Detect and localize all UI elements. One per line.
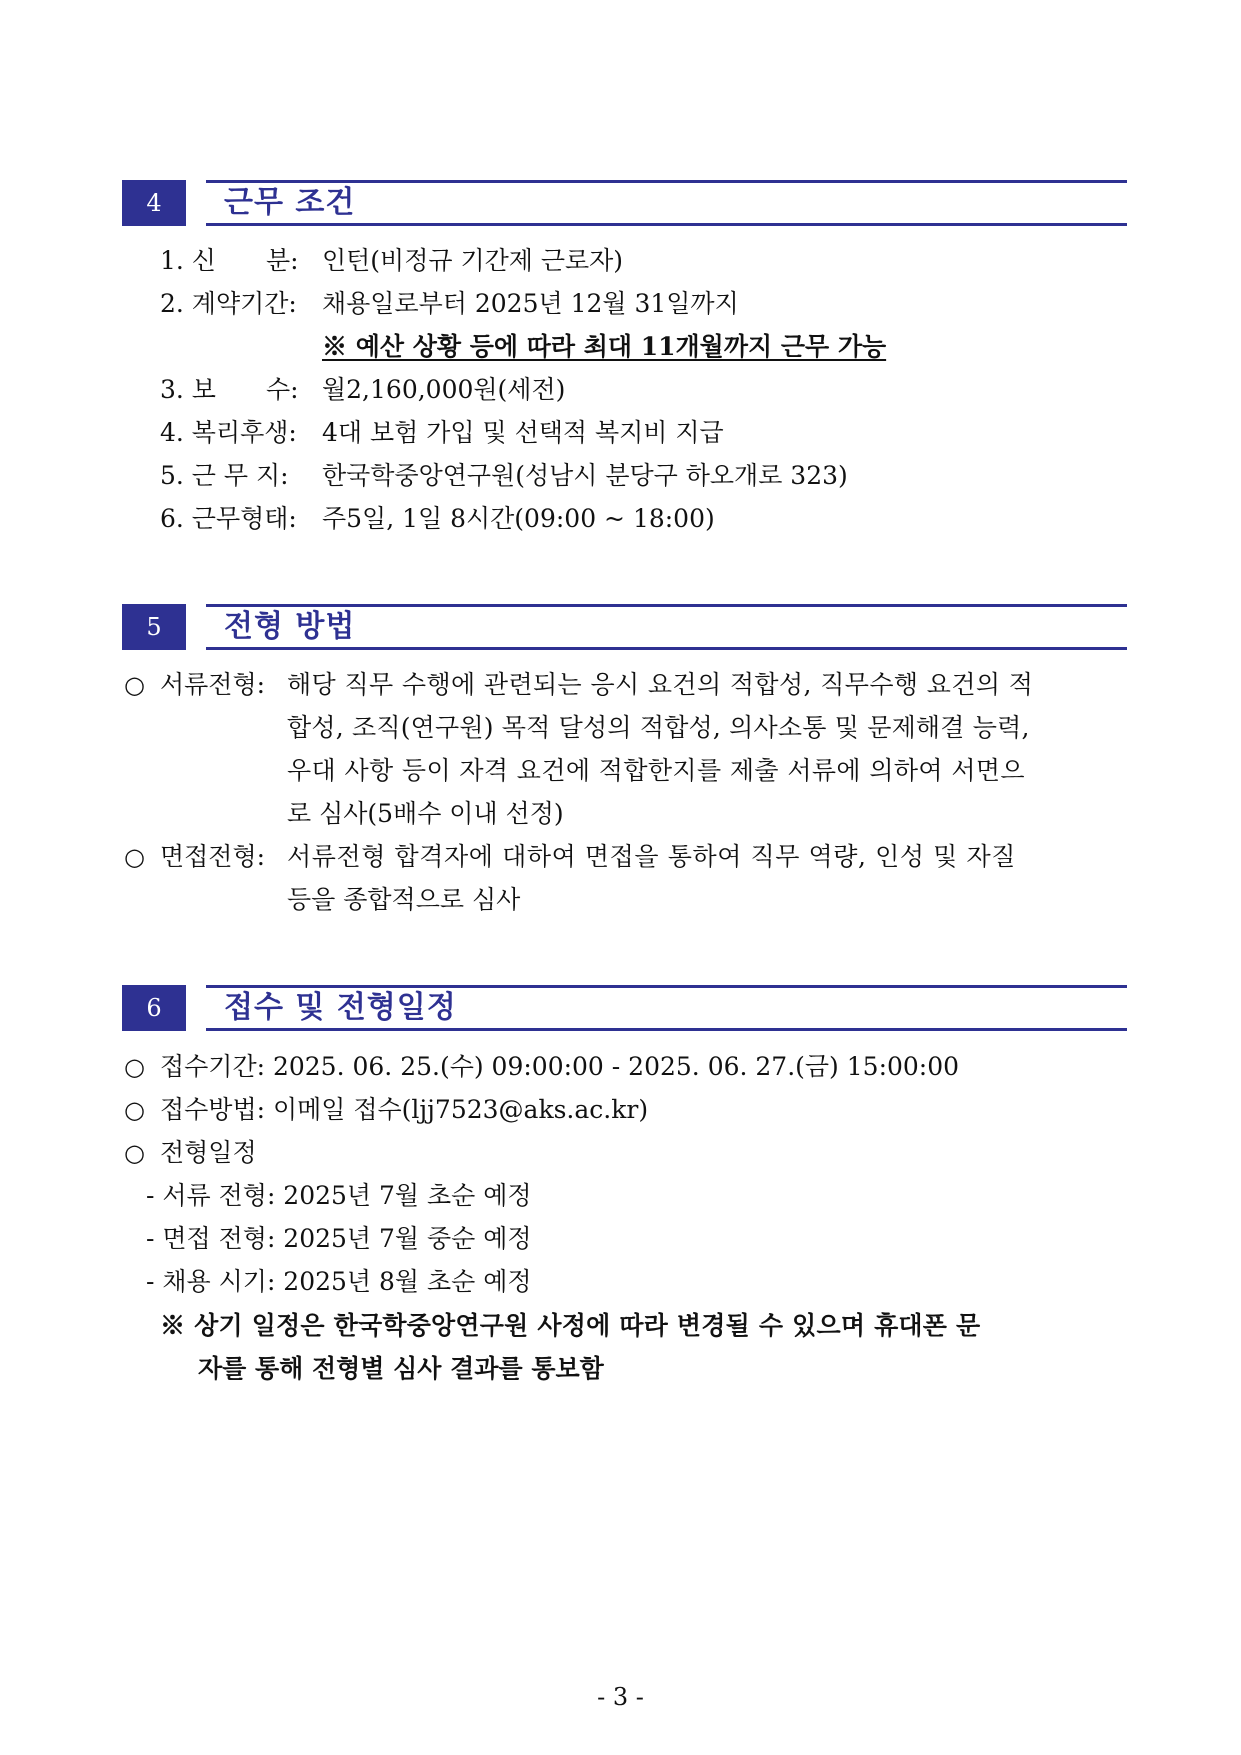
method-text-line: 해당 직무 수행에 관련되는 응시 요건의 적합성, 직무수행 요건의 적 — [287, 670, 1034, 699]
budget-note: ※ 예산 상황 등에 따라 최대 11개월까지 근무 가능 — [322, 332, 887, 361]
condition-item — [160, 373, 565, 407]
condition-value: 주5일, 1일 8시간(09:00 ~ 18:00) — [322, 504, 715, 533]
condition-item — [160, 502, 715, 536]
condition-value: 4대 보험 가입 및 선택적 복지비 지급 — [322, 418, 724, 447]
schedule-item: - 채용 시기: 2025년 8월 초순 예정 — [146, 1267, 532, 1296]
schedule-heading: 전형일정 — [160, 1138, 257, 1167]
section-title: 접수 및 전형일정 — [224, 990, 457, 1025]
divider — [206, 647, 1127, 650]
condition-label: 1. 신 분: — [160, 246, 299, 275]
application-period: 접수기간: 2025. 06. 25.(수) 09:00:00 - 2025. 06. 27.(금) 15:00:00 — [160, 1052, 960, 1081]
method-label: 서류전형: — [160, 670, 266, 699]
section-number: 6 — [122, 985, 186, 1031]
method-text-line: 로 심사(5배수 이내 선정) — [287, 799, 564, 828]
bullet-icon: ○ — [124, 671, 145, 699]
section-title: 근무 조건 — [224, 185, 356, 220]
bullet-icon: ○ — [124, 1139, 145, 1167]
condition-value: 한국학중앙연구원(성남시 분당구 하오개로 323) — [322, 461, 848, 490]
section-number: 5 — [122, 604, 186, 650]
condition-label: 4. 복리후생: — [160, 418, 297, 447]
page-number: - 3 - — [597, 1683, 644, 1711]
condition-item — [160, 416, 724, 450]
condition-label: 5. 근 무 지: — [160, 461, 289, 490]
schedule-note: ※ 상기 일정은 한국학중앙연구원 사정에 따라 변경될 수 있으며 휴대폰 문 — [160, 1311, 981, 1340]
schedule-item: - 서류 전형: 2025년 7월 초순 예정 — [146, 1181, 532, 1210]
application-method: 접수방법: 이메일 접수(ljj7523@aks.ac.kr) — [160, 1095, 649, 1124]
method-label: 면접전형: — [160, 842, 266, 871]
bullet-icon: ○ — [124, 843, 145, 871]
condition-item — [160, 287, 739, 321]
section-title: 전형 방법 — [224, 609, 356, 644]
divider — [206, 223, 1127, 226]
condition-label: 3. 보 수: — [160, 375, 299, 404]
method-text-line: 서류전형 합격자에 대하여 면접을 통하여 직무 역량, 인성 및 자질 — [287, 842, 1016, 871]
schedule-item: - 면접 전형: 2025년 7월 중순 예정 — [146, 1224, 532, 1253]
method-text-line: 우대 사항 등이 자격 요건에 적합한지를 제출 서류에 의하여 서면으 — [287, 756, 1025, 785]
section-number: 4 — [122, 180, 186, 226]
condition-value: 인턴(비정규 기간제 근로자) — [322, 246, 624, 275]
section-5-header — [122, 604, 1127, 650]
section-4-header — [122, 180, 1127, 226]
bullet-icon: ○ — [124, 1096, 145, 1124]
method-text-line: 합성, 조직(연구원) 목적 달성의 적합성, 의사소통 및 문제해결 능력, — [287, 713, 1030, 742]
condition-label: 6. 근무형태: — [160, 504, 297, 533]
condition-value: 채용일로부터 2025년 12월 31일까지 — [322, 289, 739, 318]
schedule-note: 자를 통해 전형별 심사 결과를 통보함 — [198, 1354, 604, 1383]
condition-value: 월2,160,000원(세전) — [322, 375, 566, 404]
condition-item — [160, 459, 848, 493]
section-6-header — [122, 985, 1127, 1031]
condition-label: 2. 계약기간: — [160, 289, 297, 318]
bullet-icon: ○ — [124, 1053, 145, 1081]
divider — [206, 1028, 1127, 1031]
condition-item — [160, 244, 623, 278]
method-text-line: 등을 종합적으로 심사 — [287, 885, 521, 914]
